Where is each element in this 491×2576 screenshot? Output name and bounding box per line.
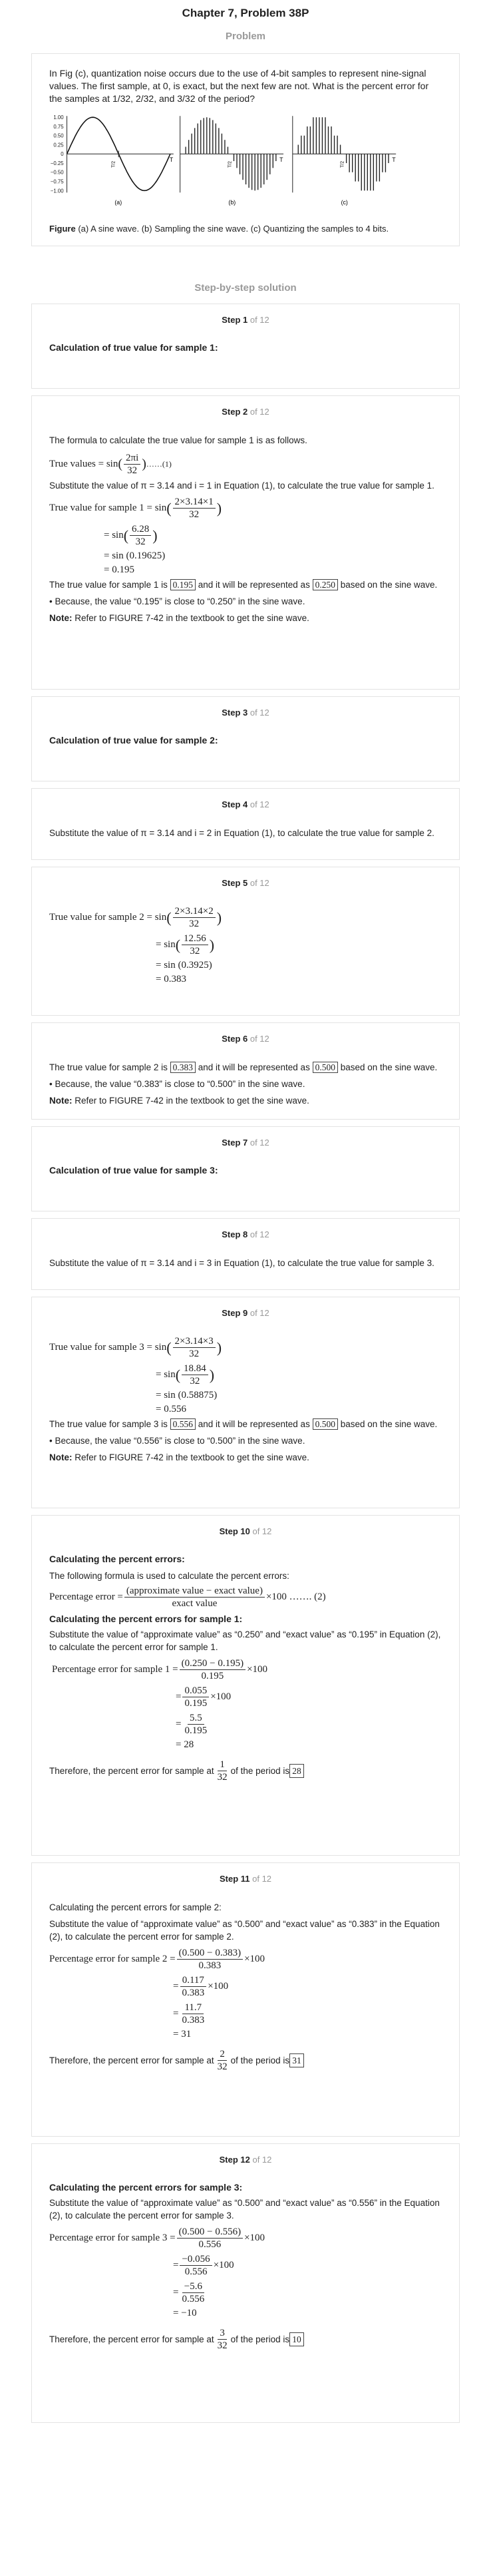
y-tick: 0: [61, 151, 64, 158]
panel-b: [180, 116, 283, 206]
step-card: [31, 2143, 460, 2423]
calc-block: Percentage error for sample 2 = $\frac{(0.500 - 0.383)}{0.383}$ ×100 = $\frac{0.117}{0.383}$ ×100 = $\frac{11.7}{0.383}$ = 31: [49, 1948, 265, 2039]
step-header: Step 8 of 12: [222, 1229, 269, 1239]
equation-1: True values = sin ( $\frac{2\pi i}{32}$ ) ……(1): [49, 453, 172, 476]
y-tick: 0.75: [53, 123, 64, 130]
step-card: [31, 1218, 460, 1290]
step-text: Substitute the value of π = 3.14 and i = 1 in Equation (1), to calculate the true value for sample 1.: [49, 481, 434, 491]
half-t-label: T/2: [111, 160, 116, 168]
step-text: Substitute the value of π = 3.14 and i = 2 in Equation (1), to calculate the true value for sample 2.: [49, 828, 434, 838]
step-card: [31, 395, 460, 690]
step-header: Step 5 of 12: [222, 878, 269, 888]
conclusion-text: Therefore, the percent error for sample at $\frac{2}{32}$ of the period is 31: [49, 2048, 442, 2073]
problem-label: Problem: [225, 31, 265, 42]
y-tick: −1.00: [50, 188, 64, 194]
y-tick: −0.75: [50, 178, 64, 185]
step-title: Calculation of true value for sample 1:: [49, 342, 218, 353]
t-label: T: [169, 156, 174, 164]
t-label: T: [392, 156, 396, 164]
step-header: Step 4 of 12: [222, 799, 269, 809]
panel-c: [293, 116, 396, 206]
page-title: Chapter 7, Problem 38P: [182, 7, 309, 19]
label-a: (a): [114, 198, 122, 206]
step-text: Substitute the value of “approximate value” as “0.500” and “exact value” as “0.383” in the Equation (2), to calculate the percent error for sample 2.: [49, 1919, 440, 1942]
problem-text: In Fig (c), quantization noise occurs due to the use of 4-bit samples to represent nine-signal values. The first sample, at 0, is exact, but the next few are not. What is the percent error for the samples at 1/32, 2/32, and 3/32 of the period?: [49, 68, 429, 104]
calc-block: True value for sample 3 = sin ( $\frac{2\times 3.14\times 3}{32}$ ) = sin ( $\frac{18.84}{32}$ ) = sin (0.58875) = 0.556: [49, 1336, 222, 1414]
step-text: The formula to calculate the true value for sample 1 is as follows.: [49, 435, 307, 445]
conclusion-text: Therefore, the percent error for sample at $\frac{3}{32}$ of the period is 10: [49, 2327, 442, 2352]
step-card: [31, 1862, 460, 2137]
bullet-text: • Because, the value “0.556” is close to “0.500” in the sine wave.: [49, 1436, 305, 1446]
y-tick: 0.25: [53, 142, 64, 148]
result-text: The true value for sample 3 is 0.556 and it will be represented as 0.500 based on the sine wave.: [49, 1419, 438, 1429]
step-text: Substitute the value of “approximate value” as “0.500” and “exact value” as “0.556” in the Equation (2), to calculate the percent error for sample 3.: [49, 2198, 440, 2221]
step-header: Step 3 of 12: [222, 708, 269, 718]
result-text: The true value for sample 1 is 0.195 and it will be represented as 0.250 based on the sine wave.: [49, 580, 438, 590]
step-card: [31, 696, 460, 781]
half-t-label: T/2: [228, 160, 233, 168]
y-tick: 0.50: [53, 132, 64, 139]
t-label: T: [279, 156, 283, 164]
note-text: Note: Refer to FIGURE 7-42 in the textbook to get the sine wave.: [49, 613, 309, 623]
label-b: (b): [228, 198, 236, 206]
step-text: The following formula is used to calculate the percent errors:: [49, 1571, 289, 1581]
problem-figure: [49, 112, 442, 217]
step-header: Step 12 of 12: [219, 2155, 272, 2165]
y-tick: 1.00: [53, 114, 64, 121]
conclusion-text: Therefore, the percent error for sample at $\frac{1}{32}$ of the period is 28: [49, 1759, 442, 1783]
bullet-text: • Because, the value “0.195” is close to “0.250” in the sine wave.: [49, 596, 305, 606]
step-card: [31, 304, 460, 389]
step-title: Calculation of true value for sample 2:: [49, 735, 218, 746]
step-card: [31, 1297, 460, 1508]
note-text: Note: Refer to FIGURE 7-42 in the textbook to get the sine wave.: [49, 1096, 309, 1106]
step-card: [31, 1515, 460, 1856]
step-header: Step 10 of 12: [219, 1526, 272, 1536]
problem-card: [31, 53, 460, 246]
calc-block: Percentage error for sample 1 = $\frac{(0.250 - 0.195)}{0.195}$ ×100 = $\frac{0.055}{0.195}$ ×100 = $\frac{5.5}{0.195}$ = 28: [52, 1658, 268, 1750]
step-header: Step 9 of 12: [222, 1308, 269, 1318]
half-t-label: T/2: [340, 160, 345, 168]
step-card: [31, 788, 460, 860]
step-title: Calculating the percent errors for sample 3:: [49, 2182, 243, 2193]
step-header: Step 7 of 12: [222, 1138, 269, 1148]
calc-block: Percentage error for sample 3 = $\frac{(0.500 - 0.556)}{0.556}$ ×100 = $\frac{-0.056}{0.556}$ ×100 = $\frac{-5.6}{0.556}$ = −10: [49, 2227, 265, 2318]
label-c: (c): [341, 198, 348, 206]
step-title: Calculating the percent errors:: [49, 1554, 185, 1564]
calc-block: True value for sample 2 = sin ( $\frac{2\times 3.14\times 2}{32}$ ) = sin ( $\frac{12.56}{32}$ ) = sin (0.3925) = 0.383: [49, 906, 222, 984]
note-text: Note: Refer to FIGURE 7-42 in the textbook to get the sine wave.: [49, 1452, 309, 1462]
step-header: Step 11 of 12: [219, 1874, 272, 1884]
bullet-text: • Because, the value “0.383” is close to “0.500” in the sine wave.: [49, 1079, 305, 1089]
step-header: Step 2 of 12: [222, 407, 269, 417]
step-text: Substitute the value of “approximate value” as “0.250” and “exact value” as “0.195” in Equation (2), to calculate the percent error for sample 1.: [49, 1629, 441, 1652]
step-text: Substitute the value of π = 3.14 and i = 3 in Equation (1), to calculate the true value for sample 3.: [49, 1258, 434, 1268]
solution-label: Step-by-step solution: [194, 282, 297, 294]
y-tick: −0.50: [50, 169, 64, 176]
equation-2: Percentage error = $\frac{\text{(approximate value − exact value)}}{\text{exact value}}$ ×100 ……. (2): [49, 1586, 326, 1609]
figure-caption: Figure (a) A sine wave. (b) Sampling the sine wave. (c) Quantizing the samples to 4 bits.: [49, 224, 389, 234]
step-card: [31, 1126, 460, 1211]
calc-block: True value for sample 1 = sin ( $\frac{2\times 3.14\times 1}{32}$ ) = sin ( $\frac{6.28}{32}$ ) = sin (0.19625) = 0.195: [49, 497, 222, 575]
sub-title: Calculating the percent errors for sample 1:: [49, 1613, 243, 1624]
step-card: [31, 867, 460, 1016]
result-text: The true value for sample 2 is 0.383 and it will be represented as 0.500 based on the sine wave.: [49, 1062, 438, 1072]
sine-figure: [49, 112, 442, 217]
step-title: Calculating the percent errors for sample 2:: [49, 1902, 222, 1912]
step-title: Calculation of true value for sample 3:: [49, 1165, 218, 1176]
step-header: Step 1 of 12: [222, 315, 269, 325]
step-card: [31, 1022, 460, 1120]
step-header: Step 6 of 12: [222, 1034, 269, 1044]
y-tick: −0.25: [50, 160, 64, 166]
panel-a: [67, 116, 174, 206]
